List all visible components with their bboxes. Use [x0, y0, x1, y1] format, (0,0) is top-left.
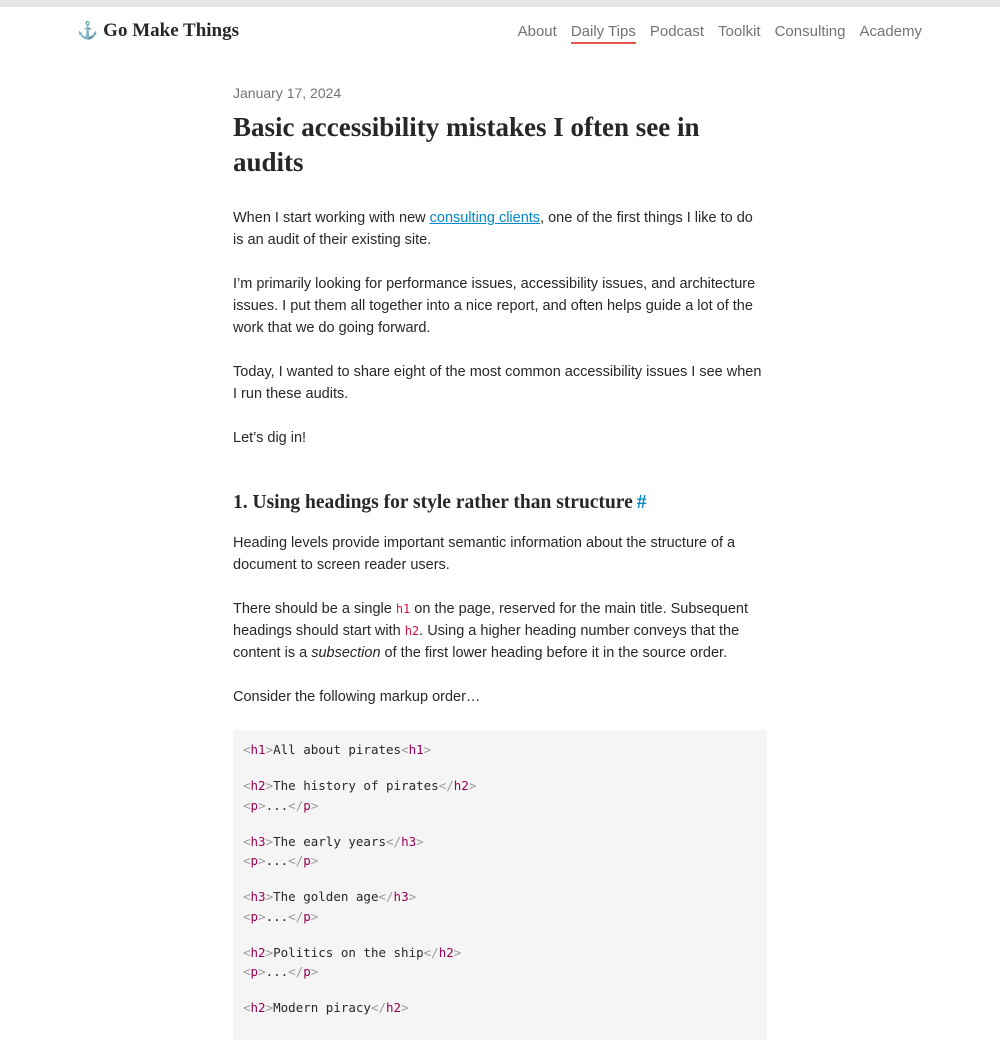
code-punctuation: >: [265, 944, 274, 960]
code-punctuation: </: [288, 964, 304, 979]
section-anchor-link[interactable]: #: [636, 492, 647, 513]
code-punctuation: >: [258, 797, 266, 813]
code-punctuation: <: [243, 944, 251, 960]
code-text: ...: [265, 797, 289, 813]
code-line: [243, 796, 757, 816]
main-nav: [518, 23, 922, 44]
code-punctuation: </: [378, 889, 394, 904]
code-line: [243, 776, 757, 796]
nav-item-about[interactable]: About: [517, 23, 557, 40]
code-punctuation: >: [310, 797, 319, 813]
code-line: [243, 943, 757, 963]
section-heading: [233, 492, 767, 514]
code-punctuation: </: [370, 1000, 387, 1015]
code-tag-name: h3: [250, 889, 266, 904]
intro-paragraph-3: Today, I wanted to share eight of the most common accessibility issues I see when I run these audits.: [233, 364, 762, 402]
code-punctuation: >: [310, 853, 319, 868]
code-text: ...: [265, 908, 289, 924]
nav-item-consulting[interactable]: Consulting: [774, 23, 846, 40]
consulting-clients-link[interactable]: consulting clients: [429, 210, 541, 226]
intro-text: , one of the first things I like to do is an audit of their existing site.: [233, 210, 753, 248]
intro-paragraph-2: I’m primarily looking for performance issues, accessibility issues, and architecture issues. I put them all together into a nice report, and often helps guide a lot of the work that we do going forward.: [233, 276, 756, 336]
code-tag-name: h3: [401, 833, 417, 849]
emphasis-text: subsection: [311, 645, 381, 661]
site-logo-link[interactable]: [77, 20, 239, 42]
code-tag-name: h2: [250, 778, 266, 793]
code-punctuation: >: [453, 944, 462, 960]
nav-item-daily-tips[interactable]: Daily Tips: [571, 23, 636, 44]
code-punctuation: </: [386, 833, 402, 849]
code-tag-name: h2: [438, 944, 454, 960]
code-blank-line: [243, 815, 757, 832]
code-punctuation: >: [401, 1000, 409, 1015]
code-line: [243, 832, 757, 852]
code-tag-name: h1: [408, 742, 424, 757]
code-punctuation: >: [265, 1000, 274, 1015]
code-blank-line: [243, 926, 757, 943]
code-punctuation: >: [258, 908, 266, 924]
code-punctuation: <: [243, 797, 251, 813]
code-blank-line: [243, 871, 757, 888]
code-punctuation: <: [401, 742, 409, 757]
code-tag-name: p: [250, 964, 259, 979]
code-text: Modern piracy: [273, 1000, 371, 1015]
code-tag-name: p: [250, 853, 259, 868]
code-punctuation: <: [243, 889, 251, 904]
code-punctuation: <: [243, 833, 251, 849]
code-text: Politics on the ship: [273, 944, 424, 960]
nav-item-podcast[interactable]: Podcast: [649, 23, 705, 40]
code-tag-name: h3: [250, 833, 266, 849]
code-tag-name: p: [303, 853, 311, 868]
code-punctuation: >: [310, 964, 319, 979]
code-tag-name: h3: [393, 889, 409, 904]
code-punctuation: <: [243, 742, 251, 757]
code-punctuation: </: [423, 944, 439, 960]
paragraph-text: on the page, reserved for the main title. Subsequent headings should start with: [233, 601, 749, 639]
code-punctuation: >: [258, 964, 266, 979]
code-punctuation: >: [265, 833, 274, 849]
code-punctuation: >: [408, 889, 417, 904]
code-punctuation: >: [423, 742, 432, 757]
code-punctuation: >: [265, 778, 274, 793]
code-blank-line: [243, 982, 757, 999]
code-punctuation: </: [438, 778, 454, 793]
code-punctuation: <: [243, 1000, 251, 1015]
section-heading-text: 1. Using headings for style rather than structure: [233, 492, 633, 513]
paragraph-text: . Using a higher heading number conveys that the content is a: [233, 623, 740, 661]
top-bar: [0, 0, 1000, 7]
code-tag-name: p: [303, 908, 311, 924]
code-punctuation: </: [288, 853, 304, 868]
code-text: All about pirates: [273, 742, 402, 757]
code-punctuation: </: [288, 908, 304, 924]
inline-code-h2: h2: [404, 624, 420, 638]
code-text: ...: [265, 964, 289, 979]
code-punctuation: >: [258, 853, 266, 868]
anchor-icon: ⚓: [77, 21, 99, 40]
article-content: [233, 82, 767, 1040]
intro-paragraph-1: [233, 207, 767, 251]
site-logo-text: Go Make Things: [103, 20, 240, 41]
code-punctuation: >: [468, 778, 477, 793]
code-punctuation: </: [288, 797, 304, 813]
code-line: [243, 998, 757, 1018]
article-title: Basic accessibility mistakes I often see in audits: [233, 112, 700, 177]
code-punctuation: <: [243, 853, 251, 868]
section-paragraph-3: Consider the following markup order…: [233, 689, 481, 705]
code-line: [243, 907, 757, 927]
code-punctuation: <: [243, 778, 251, 793]
code-tag-name: h2: [250, 1000, 266, 1015]
inline-code-h1: h1: [395, 602, 411, 616]
nav-item-academy[interactable]: Academy: [859, 23, 922, 40]
code-punctuation: >: [310, 908, 319, 924]
code-line: [243, 887, 757, 907]
code-tag-name: h2: [250, 944, 266, 960]
code-text: The early years: [273, 833, 387, 849]
section-paragraph-2: [233, 598, 767, 664]
intro-text: When I start working with new: [233, 210, 430, 226]
code-punctuation: >: [265, 742, 274, 757]
code-text: The history of pirates: [273, 778, 439, 793]
code-tag-name: p: [303, 797, 311, 813]
code-line: [243, 740, 757, 760]
paragraph-text: of the first lower heading before it in the source order.: [380, 645, 728, 661]
code-tag-name: h2: [386, 1000, 402, 1015]
code-punctuation: >: [265, 889, 274, 904]
code-text: ...: [265, 853, 289, 868]
code-tag-name: p: [303, 964, 311, 979]
site-header: [0, 7, 1000, 67]
code-line: [243, 962, 757, 982]
article-date: January 17, 2024: [233, 85, 342, 101]
section-paragraph-1: Heading levels provide important semantic information about the structure of a document to screen reader users.: [233, 535, 736, 573]
code-text: The golden age: [273, 889, 379, 904]
code-tag-name: p: [250, 797, 259, 813]
code-punctuation: <: [243, 964, 251, 979]
paragraph-text: There should be a single: [233, 601, 396, 617]
code-blank-line: [243, 760, 757, 777]
nav-item-toolkit[interactable]: Toolkit: [718, 23, 761, 40]
intro-paragraph-4: Let’s dig in!: [233, 430, 307, 446]
code-block[interactable]: [233, 730, 767, 1040]
code-tag-name: h2: [453, 778, 469, 793]
code-tag-name: p: [250, 908, 259, 924]
code-tag-name: h1: [250, 742, 266, 757]
code-line: [243, 851, 757, 871]
code-punctuation: <: [243, 908, 251, 924]
code-punctuation: >: [416, 833, 424, 849]
